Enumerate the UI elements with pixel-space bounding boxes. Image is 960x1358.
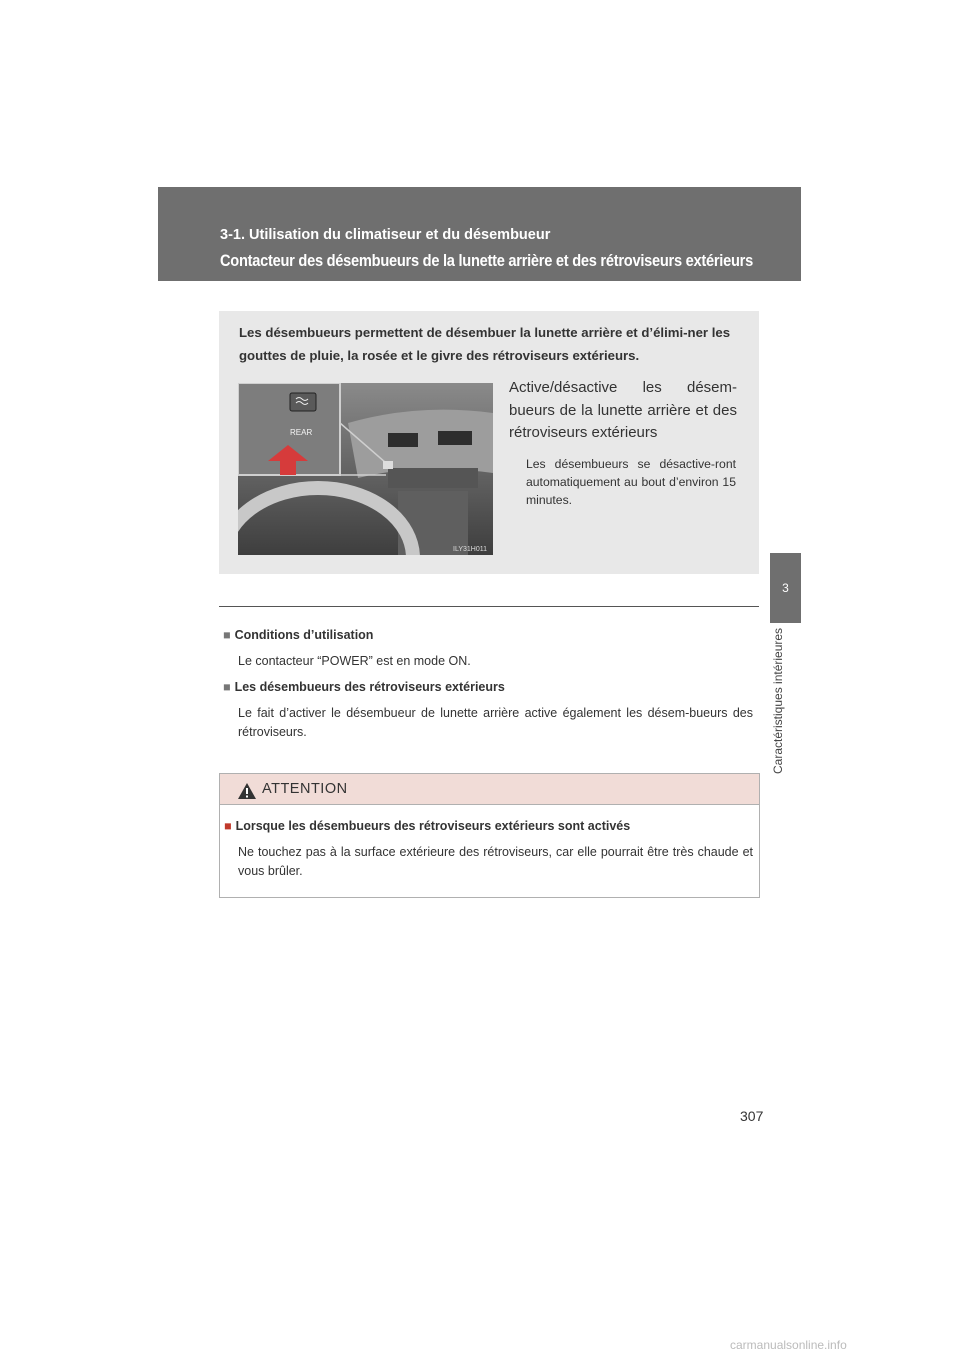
rear-button-label: REAR bbox=[290, 428, 313, 437]
warning-title: ATTENTION bbox=[262, 781, 348, 797]
dashboard-photo bbox=[238, 383, 493, 555]
divider bbox=[219, 606, 759, 607]
square-bullet-icon: ■ bbox=[223, 628, 231, 642]
note-body: Le contacteur “POWER” est en mode ON. bbox=[238, 654, 471, 668]
page-title: Contacteur des désembueurs de la lunette arrière et des rétroviseurs extérieurs bbox=[220, 251, 753, 270]
chapter-label: Caractéristiques intérieures bbox=[771, 628, 785, 775]
watermark: carmanualsonline.info bbox=[730, 1338, 847, 1352]
warning-triangle-icon bbox=[237, 782, 257, 800]
section-label: 3-1. Utilisation du climatiseur et du désembueur bbox=[220, 227, 551, 243]
dashboard-illustration bbox=[238, 383, 493, 555]
note-body: Le fait d’activer le désembueur de lunette arrière active également les désem-bueurs des rétroviseurs. bbox=[238, 706, 753, 739]
intro-text: Les désembueurs permettent de désembuer la lunette arrière et d’élimi-ner les gouttes de pluie, la rosée et le givre des rétroviseurs extérieurs. bbox=[239, 325, 731, 363]
square-bullet-icon: ■ bbox=[224, 819, 232, 833]
chapter-tab: 3 bbox=[770, 553, 801, 623]
note-heading: ■ Conditions d’utilisation bbox=[223, 628, 374, 642]
warning-body: Ne touchez pas à la surface extérieure des rétroviseurs, car elle pourrait être très chaude et vous brûler. bbox=[238, 845, 753, 878]
action-title: Active/désactive les désem-bueurs de la lunette arrière et des rétroviseurs extérieurs bbox=[509, 379, 737, 441]
square-bullet-icon: ■ bbox=[223, 680, 231, 694]
warning-header bbox=[220, 774, 759, 805]
action-note: Les désembueurs se désactive-ront automatiquement au bout d’environ 15 minutes. bbox=[526, 457, 736, 507]
warning-heading: ■ Lorsque les désembueurs des rétroviseurs extérieurs sont activés bbox=[224, 819, 631, 833]
note-heading: ■ Les désembueurs des rétroviseurs extérieurs bbox=[223, 680, 505, 694]
warning-box bbox=[219, 773, 760, 898]
page-number: 307 bbox=[740, 1108, 764, 1124]
photo-code: ILY31H011 bbox=[453, 546, 487, 553]
section-header bbox=[158, 187, 801, 281]
intro-box bbox=[219, 311, 759, 574]
